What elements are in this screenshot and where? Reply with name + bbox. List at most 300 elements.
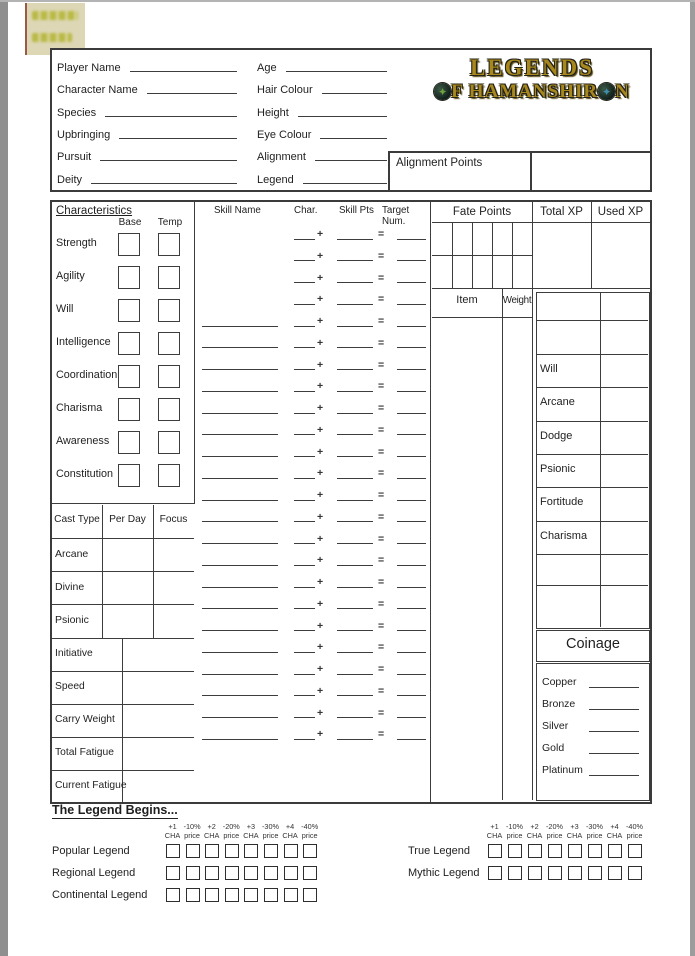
field-row-deity <box>57 168 237 187</box>
characteristics-title: Characteristics <box>56 205 133 217</box>
skill-char-line[interactable] <box>294 608 315 609</box>
skill-target-line[interactable] <box>397 260 426 261</box>
skill-plus-sign: + <box>317 380 324 393</box>
skill-equals-sign: = <box>378 706 385 719</box>
skill-char-line[interactable] <box>294 500 315 501</box>
skill-target-line[interactable] <box>397 347 426 348</box>
skill-pts-line[interactable] <box>337 521 373 522</box>
field-row-player-name <box>57 56 237 75</box>
field-input-line-alignment[interactable] <box>315 160 387 161</box>
skill-char-line[interactable] <box>294 456 315 457</box>
skill-char-line[interactable] <box>294 543 315 544</box>
coin-amount-line-silver[interactable] <box>589 731 639 732</box>
stat-label-total-fatigue: Total Fatigue <box>55 747 114 758</box>
stat-label-carry-weight: Carry Weight <box>55 714 115 725</box>
skill-name-line[interactable] <box>202 652 278 653</box>
skill-name-line[interactable] <box>202 608 278 609</box>
skill-equals-sign: = <box>378 315 385 327</box>
skill-pts-line[interactable] <box>337 565 373 566</box>
legend-checkbox-popular-legend-2[interactable] <box>186 844 200 858</box>
save-row-label-arcane: Arcane <box>540 396 575 408</box>
skill-plus-sign: + <box>317 358 324 371</box>
save-row-label-fortitude: Fortitude <box>540 496 584 508</box>
legend-row-label-true-legend: True Legend <box>408 845 470 857</box>
legend-checkbox-continental-legend-8[interactable] <box>303 888 317 902</box>
legend-checkbox-popular-legend-3[interactable] <box>205 844 219 858</box>
skill-name-line[interactable] <box>202 543 278 544</box>
legend-checkbox-mythic-legend-6[interactable] <box>588 866 602 880</box>
coin-amount-line-platinum[interactable] <box>589 775 639 776</box>
current-hp-value-cell[interactable] <box>600 585 648 627</box>
stat-value-cell-current-fatigue[interactable] <box>122 770 194 801</box>
skill-equals-sign: = <box>378 728 385 741</box>
skill-equals-sign: = <box>378 445 385 458</box>
legend-checkbox-mythic-legend-5[interactable] <box>568 866 582 880</box>
fate-point-cell[interactable] <box>512 222 532 255</box>
save-value-cell-arcane[interactable] <box>600 387 648 420</box>
skill-plus-sign: + <box>317 423 324 436</box>
field-label-player-name: Player Name <box>57 62 121 74</box>
fate-point-cell[interactable] <box>432 222 452 255</box>
legend-col-header: -20% price <box>222 822 240 840</box>
legend-col-header: -10% price <box>183 822 201 840</box>
legend-checkbox-true-legend-1[interactable] <box>488 844 502 858</box>
skill-equals-sign: = <box>378 402 385 414</box>
fate-point-cell[interactable] <box>512 255 532 288</box>
skill-target-line[interactable] <box>397 369 426 370</box>
skill-target-line[interactable] <box>397 500 426 501</box>
alignment-points-value[interactable] <box>534 153 650 190</box>
skill-pts-line[interactable] <box>337 456 373 457</box>
skill-target-line[interactable] <box>397 695 426 696</box>
skill-target-line[interactable] <box>397 521 426 522</box>
fate-point-cell[interactable] <box>472 255 492 288</box>
skill-pts-line[interactable] <box>337 543 373 544</box>
skill-target-line[interactable] <box>397 326 426 327</box>
skill-plus-sign: + <box>317 467 324 480</box>
field-row-character-name <box>57 78 237 97</box>
item-header: Item <box>456 294 478 306</box>
skill-equals-sign: = <box>378 423 385 436</box>
save-value-cell-fortitude[interactable] <box>600 487 648 520</box>
field-row-eye-colour <box>257 123 387 142</box>
weight-column-area[interactable] <box>502 317 532 800</box>
skill-name-header: Skill Name <box>214 205 261 216</box>
skill-pts-line[interactable] <box>337 282 373 283</box>
skill-char-line[interactable] <box>294 717 315 718</box>
skill-char-line[interactable] <box>294 369 315 370</box>
save-row-label-charisma: Charisma <box>540 530 588 542</box>
skill-target-line[interactable] <box>397 608 426 609</box>
legend-checkbox-mythic-legend-7[interactable] <box>608 866 622 880</box>
legend-checkbox-regional-legend-4[interactable] <box>225 866 239 880</box>
legend-checkbox-regional-legend-6[interactable] <box>264 866 278 880</box>
save-row-label-will: Will <box>540 363 558 375</box>
skill-equals-sign: = <box>378 489 385 501</box>
fate-point-cell[interactable] <box>472 222 492 255</box>
skill-plus-sign: + <box>317 228 324 240</box>
skill-pts-line[interactable] <box>337 260 373 261</box>
legend-checkbox-mythic-legend-4[interactable] <box>548 866 562 880</box>
skill-plus-sign: + <box>317 510 324 523</box>
save-row-label-psionic: Psionic <box>540 463 576 475</box>
legend-checkbox-continental-legend-6[interactable] <box>264 888 278 902</box>
skill-target-line[interactable] <box>397 565 426 566</box>
field-input-line-height[interactable] <box>298 116 387 117</box>
skill-name-line[interactable] <box>202 587 278 588</box>
field-input-line-pursuit[interactable] <box>100 160 237 161</box>
field-label-deity: Deity <box>57 173 83 186</box>
skill-plus-sign: + <box>317 271 324 284</box>
legend-col-header: +1 CHA <box>486 822 503 840</box>
skill-pts-line[interactable] <box>337 652 373 653</box>
fate-point-cell[interactable] <box>452 255 472 288</box>
skill-target-line[interactable] <box>397 630 426 631</box>
field-label-eye-colour: Eye Colour <box>257 128 312 141</box>
skill-name-line[interactable] <box>202 434 278 435</box>
field-row-height <box>257 101 387 120</box>
field-input-line-deity[interactable] <box>91 183 237 184</box>
char-label-intelligence: Intelligence <box>56 336 111 348</box>
skill-target-line[interactable] <box>397 717 426 718</box>
right-panel <box>432 202 650 802</box>
skill-name-line[interactable] <box>202 347 278 348</box>
legend-checkbox-true-legend-7[interactable] <box>608 844 622 858</box>
skill-pts-line[interactable] <box>337 434 373 435</box>
legend-checkbox-popular-legend-6[interactable] <box>264 844 278 858</box>
legend-col-header: +4 CHA <box>282 822 298 840</box>
skill-char-line[interactable] <box>294 391 315 392</box>
skill-plus-sign: + <box>317 619 324 632</box>
total-hp-value-cell[interactable] <box>536 585 600 627</box>
skill-pts-line[interactable] <box>337 347 373 348</box>
legend-checkbox-true-legend-4[interactable] <box>548 844 562 858</box>
skill-char-line[interactable] <box>294 347 315 348</box>
skill-name-line[interactable] <box>202 565 278 566</box>
skill-plus-sign: + <box>317 663 324 675</box>
fate-point-cell[interactable] <box>492 222 512 255</box>
coin-amount-line-bronze[interactable] <box>589 709 639 710</box>
skill-char-line[interactable] <box>294 434 315 435</box>
field-row-legend <box>257 168 387 187</box>
fate-point-cell[interactable] <box>452 222 472 255</box>
skill-char-line[interactable] <box>294 674 315 675</box>
field-label-hair-colour: Hair Colour <box>257 84 313 97</box>
skill-equals-sign: = <box>378 380 385 393</box>
total-xp-header: Total XP <box>540 206 583 218</box>
skill-equals-sign: = <box>378 293 385 306</box>
skill-plus-sign: + <box>317 445 324 458</box>
legend-checkbox-continental-legend-7[interactable] <box>284 888 298 902</box>
skill-equals-sign: = <box>378 249 385 262</box>
save-value-cell-charisma[interactable] <box>600 521 648 554</box>
legend-col-header: +3 CHA <box>243 822 259 840</box>
char-label-strength: Strength <box>56 237 97 249</box>
legend-checkbox-regional-legend-8[interactable] <box>303 866 317 880</box>
coin-label-silver: Silver <box>542 720 569 732</box>
field-label-legend: Legend <box>257 173 294 186</box>
cast-row-label-arcane: Arcane <box>55 548 89 560</box>
used-xp-value-cell[interactable] <box>591 222 650 288</box>
legend-col-header: -40% price <box>301 822 319 840</box>
legend-row-label-popular-legend: Popular Legend <box>52 845 130 857</box>
char-label-awareness: Awareness <box>56 435 110 447</box>
page-left-edge <box>0 0 8 956</box>
skill-name-line[interactable] <box>202 456 278 457</box>
field-label-upbringing: Upbringing <box>57 128 111 141</box>
logo-title-line2: F HAMANSHIR N <box>420 82 644 102</box>
skill-char-line[interactable] <box>294 239 315 240</box>
skill-name-line[interactable] <box>202 500 278 501</box>
legend-col-header: +2 CHA <box>203 822 220 840</box>
stat-value-cell-initiative[interactable] <box>122 638 194 671</box>
coin-label-bronze: Bronze <box>542 698 576 710</box>
legend-checkbox-popular-legend-1[interactable] <box>166 844 180 858</box>
logo-title-line1: LEGENDS <box>470 55 594 80</box>
skill-equals-sign: = <box>378 597 385 610</box>
skill-char-header: Char. <box>294 205 318 216</box>
legend-col-header: +4 CHA <box>606 822 623 840</box>
legend-checkbox-popular-legend-5[interactable] <box>244 844 258 858</box>
skill-pts-line[interactable] <box>337 500 373 501</box>
field-label-age: Age <box>257 62 277 74</box>
save-value-cell-psionic[interactable] <box>600 454 648 487</box>
skill-target-line[interactable] <box>397 304 426 305</box>
skill-char-line[interactable] <box>294 478 315 479</box>
skill-char-line[interactable] <box>294 739 315 740</box>
char-label-coordination: Coordination <box>56 369 118 381</box>
skill-pts-line[interactable] <box>337 326 373 327</box>
total-xp-value-cell[interactable] <box>532 222 591 288</box>
skill-pts-line[interactable] <box>337 674 373 675</box>
skill-pts-line[interactable] <box>337 239 373 240</box>
skill-target-line[interactable] <box>397 587 426 588</box>
legend-checkbox-regional-legend-2[interactable] <box>186 866 200 880</box>
field-row-pursuit <box>57 145 237 164</box>
skill-char-line[interactable] <box>294 630 315 631</box>
skill-equals-sign: = <box>378 336 385 349</box>
legend-checkbox-mythic-legend-8[interactable] <box>628 866 642 880</box>
skill-pts-line[interactable] <box>337 608 373 609</box>
coinage-title: Coinage <box>565 636 620 652</box>
save-value-cell-will[interactable] <box>600 354 648 387</box>
legend-checkbox-continental-legend-2[interactable] <box>186 888 200 902</box>
fate-point-cell[interactable] <box>432 255 452 288</box>
skill-pts-line[interactable] <box>337 587 373 588</box>
skill-target-line[interactable] <box>397 543 426 544</box>
skill-char-line[interactable] <box>294 304 315 305</box>
skill-target-line[interactable] <box>397 674 426 675</box>
coinage-header-box <box>536 630 650 662</box>
skill-equals-sign: = <box>378 554 385 567</box>
stat-value-cell-speed[interactable] <box>122 671 194 704</box>
stat-label-speed: Speed <box>55 681 85 692</box>
skill-pts-line[interactable] <box>337 304 373 305</box>
skill-pts-line[interactable] <box>337 695 373 696</box>
skill-equals-sign: = <box>378 271 385 284</box>
skill-plus-sign: + <box>317 315 324 327</box>
skill-name-line[interactable] <box>202 413 278 414</box>
item-column-area[interactable] <box>432 317 502 800</box>
legend-checkbox-mythic-legend-1[interactable] <box>488 866 502 880</box>
column-divider <box>532 202 533 800</box>
skill-pts-line[interactable] <box>337 739 373 740</box>
field-row-alignment <box>257 145 387 164</box>
resistance-row-line <box>536 554 648 555</box>
used-xp-header: Used XP <box>597 206 644 218</box>
skill-name-line[interactable] <box>202 674 278 675</box>
field-input-line-age[interactable] <box>286 71 387 72</box>
field-input-line-upbringing[interactable] <box>119 138 237 139</box>
field-label-pursuit: Pursuit <box>57 151 92 164</box>
skill-plus-sign: + <box>317 597 324 610</box>
legend-row-label-continental-legend: Continental Legend <box>52 889 148 901</box>
skill-target-line[interactable] <box>397 456 426 457</box>
skill-plus-sign: + <box>317 249 324 262</box>
fate-bottom-line <box>432 288 650 289</box>
field-row-hair-colour <box>257 78 387 97</box>
skill-pts-line[interactable] <box>337 391 373 392</box>
legend-col-header: -30% price <box>261 822 280 840</box>
field-input-line-character-name[interactable] <box>147 93 237 94</box>
coin-amount-line-gold[interactable] <box>589 753 639 754</box>
logo-emblem-right-icon <box>598 83 615 100</box>
skill-pts-line[interactable] <box>337 478 373 479</box>
skill-char-line[interactable] <box>294 521 315 522</box>
legend-checkbox-true-legend-5[interactable] <box>568 844 582 858</box>
skills-panel <box>197 202 431 802</box>
legend-section-title: The Legend Begins... <box>52 803 178 817</box>
legend-checkbox-mythic-legend-3[interactable] <box>528 866 542 880</box>
legend-col-header: -20% price <box>545 822 564 840</box>
skill-name-line[interactable] <box>202 326 278 327</box>
legend-checkbox-true-legend-6[interactable] <box>588 844 602 858</box>
legend-checkbox-popular-legend-8[interactable] <box>303 844 317 858</box>
skill-char-line[interactable] <box>294 260 315 261</box>
skill-pts-header: Skill Pts <box>339 205 374 216</box>
skill-char-line[interactable] <box>294 652 315 653</box>
skill-target-line[interactable] <box>397 391 426 392</box>
save-value-cell-dodge[interactable] <box>600 421 648 454</box>
char-col-header-temp: Temp <box>157 217 183 228</box>
skill-target-line[interactable] <box>397 239 426 240</box>
legend-checkbox-true-legend-3[interactable] <box>528 844 542 858</box>
skill-equals-sign: = <box>378 467 385 480</box>
skill-target-line[interactable] <box>397 413 426 414</box>
legend-checkbox-continental-legend-3[interactable] <box>205 888 219 902</box>
skill-target-line[interactable] <box>397 282 426 283</box>
field-row-age <box>257 56 387 75</box>
alignment-points-label: Alignment Points <box>390 153 532 190</box>
skill-pts-line[interactable] <box>337 413 373 414</box>
legend-checkbox-regional-legend-5[interactable] <box>244 866 258 880</box>
skill-equals-sign: = <box>378 641 385 654</box>
field-row-species <box>57 101 237 120</box>
legend-checkbox-true-legend-2[interactable] <box>508 844 522 858</box>
stat-label-current-fatigue: Current Fatigue <box>55 780 127 791</box>
resistance-row-line <box>536 320 648 321</box>
stat-label-initiative: Initiative <box>55 648 93 659</box>
field-label-height: Height <box>257 106 289 119</box>
skill-equals-sign: = <box>378 619 385 632</box>
fate-point-cell[interactable] <box>492 255 512 288</box>
skill-target-line[interactable] <box>397 739 426 740</box>
skill-char-line[interactable] <box>294 565 315 566</box>
legend-checkbox-true-legend-8[interactable] <box>628 844 642 858</box>
skill-name-line[interactable] <box>202 521 278 522</box>
legend-checkbox-continental-legend-4[interactable] <box>225 888 239 902</box>
stamp-text-line <box>32 33 72 42</box>
skill-char-line[interactable] <box>294 326 315 327</box>
cast-row-label-psionic: Psionic <box>55 614 89 626</box>
skill-plus-sign: + <box>317 293 324 306</box>
legend-checkbox-popular-legend-4[interactable] <box>225 844 239 858</box>
field-label-species: Species <box>57 106 97 119</box>
stat-value-cell-total-fatigue[interactable] <box>122 737 194 770</box>
skill-pts-line[interactable] <box>337 369 373 370</box>
skill-name-line[interactable] <box>202 369 278 370</box>
skill-char-line[interactable] <box>294 695 315 696</box>
legend-col-header: +3 CHA <box>566 822 583 840</box>
coin-amount-line-copper[interactable] <box>589 687 639 688</box>
skill-name-line[interactable] <box>202 630 278 631</box>
game-logo <box>420 56 644 102</box>
field-input-line-species[interactable] <box>105 116 237 117</box>
legend-checkbox-regional-legend-7[interactable] <box>284 866 298 880</box>
char-label-agility: Agility <box>56 270 85 282</box>
skill-name-line[interactable] <box>202 478 278 479</box>
field-input-line-legend[interactable] <box>303 183 387 184</box>
legend-checkbox-regional-legend-3[interactable] <box>205 866 219 880</box>
skill-equals-sign: = <box>378 684 385 697</box>
skill-equals-sign: = <box>378 663 385 675</box>
skill-char-line[interactable] <box>294 587 315 588</box>
skill-name-line[interactable] <box>202 391 278 392</box>
field-label-character-name: Character Name <box>57 84 138 97</box>
skill-target-line[interactable] <box>397 652 426 653</box>
sheet-main-grid <box>50 200 652 804</box>
legend-checkbox-mythic-legend-2[interactable] <box>508 866 522 880</box>
field-input-line-hair-colour[interactable] <box>322 93 387 94</box>
alignment-points-box <box>388 151 652 192</box>
skill-pts-line[interactable] <box>337 717 373 718</box>
skill-target-line[interactable] <box>397 478 426 479</box>
cast-header-per-day: Per Day <box>109 514 146 525</box>
field-input-line-eye-colour[interactable] <box>320 138 387 139</box>
legend-col-header: -30% price <box>585 822 604 840</box>
save-row-label-dodge: Dodge <box>540 430 573 442</box>
stat-value-cell-carry-weight[interactable] <box>122 704 194 737</box>
legend-checkbox-popular-legend-7[interactable] <box>284 844 298 858</box>
skill-char-line[interactable] <box>294 413 315 414</box>
skill-name-line[interactable] <box>202 717 278 718</box>
coin-label-gold: Gold <box>542 742 565 754</box>
coin-label-copper: Copper <box>542 676 577 688</box>
legend-checkbox-continental-legend-1[interactable] <box>166 888 180 902</box>
skill-plus-sign: + <box>317 641 324 654</box>
skill-name-line[interactable] <box>202 739 278 740</box>
page-right-edge <box>690 0 695 956</box>
field-input-line-player-name[interactable] <box>130 71 237 72</box>
skill-char-line[interactable] <box>294 282 315 283</box>
skill-plus-sign: + <box>317 728 324 741</box>
skill-name-line[interactable] <box>202 695 278 696</box>
skill-pts-line[interactable] <box>337 630 373 631</box>
page-top-edge <box>0 0 695 2</box>
legend-checkbox-regional-legend-1[interactable] <box>166 866 180 880</box>
skill-target-line[interactable] <box>397 434 426 435</box>
legend-checkbox-continental-legend-5[interactable] <box>244 888 258 902</box>
